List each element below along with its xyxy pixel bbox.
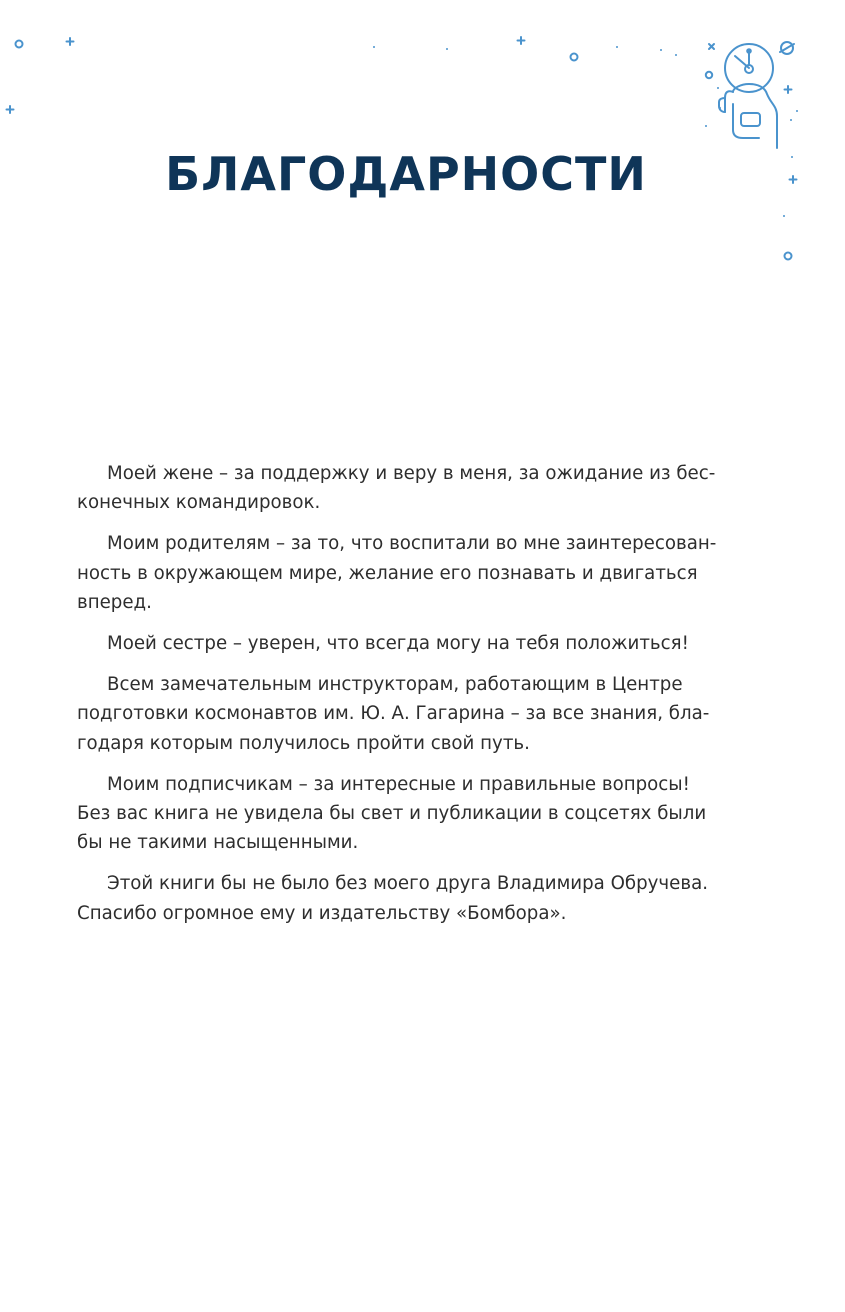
circle-star-icon [706, 72, 712, 78]
star-icon [785, 86, 792, 93]
paragraph-sister: Моей сестре – уверен, что всегда могу на тебя положиться! [107, 633, 689, 655]
astronaut-icon [719, 44, 777, 148]
paragraph-wife: Моей жене – за поддержку и веру в меня, за ожидание из бес- конечных командировок. [77, 463, 716, 514]
star-icon [709, 44, 714, 49]
star-icon [67, 38, 74, 45]
paragraph-parents: Моим родителям – за то, что воспитали во мне заинтересован- ность в окружающем мире, желание его познавать и двигаться вперед. [77, 533, 717, 613]
acknowledgements-text [77, 459, 739, 940]
star-icon [518, 37, 525, 44]
paragraph-subscribers: Моим подписчикам – за интересные и правильные вопросы! Без вас книга не увидела бы свет и публикации в соцсетях были бы не такими насыщенными. [77, 773, 707, 854]
star-icon [7, 106, 14, 113]
page-title: БЛАГОДАРНОСТИ [165, 147, 647, 201]
circle-star-icon [16, 41, 23, 48]
planet-icon [780, 42, 794, 54]
circle-star-icon [785, 253, 792, 260]
paragraph-friend-publisher: Этой книги бы не было без моего друга Владимира Обручева. Спасибо огромное ему и издательству «Бомбора». [77, 873, 709, 924]
paragraph-instructors: Всем замечательным инструкторам, работающим в Центре подготовки космонавтов им. Ю. А. Гагарина – за все знания, бла- годаря которым получилось пройти свой путь. [77, 674, 710, 754]
circle-star-icon [571, 54, 578, 61]
